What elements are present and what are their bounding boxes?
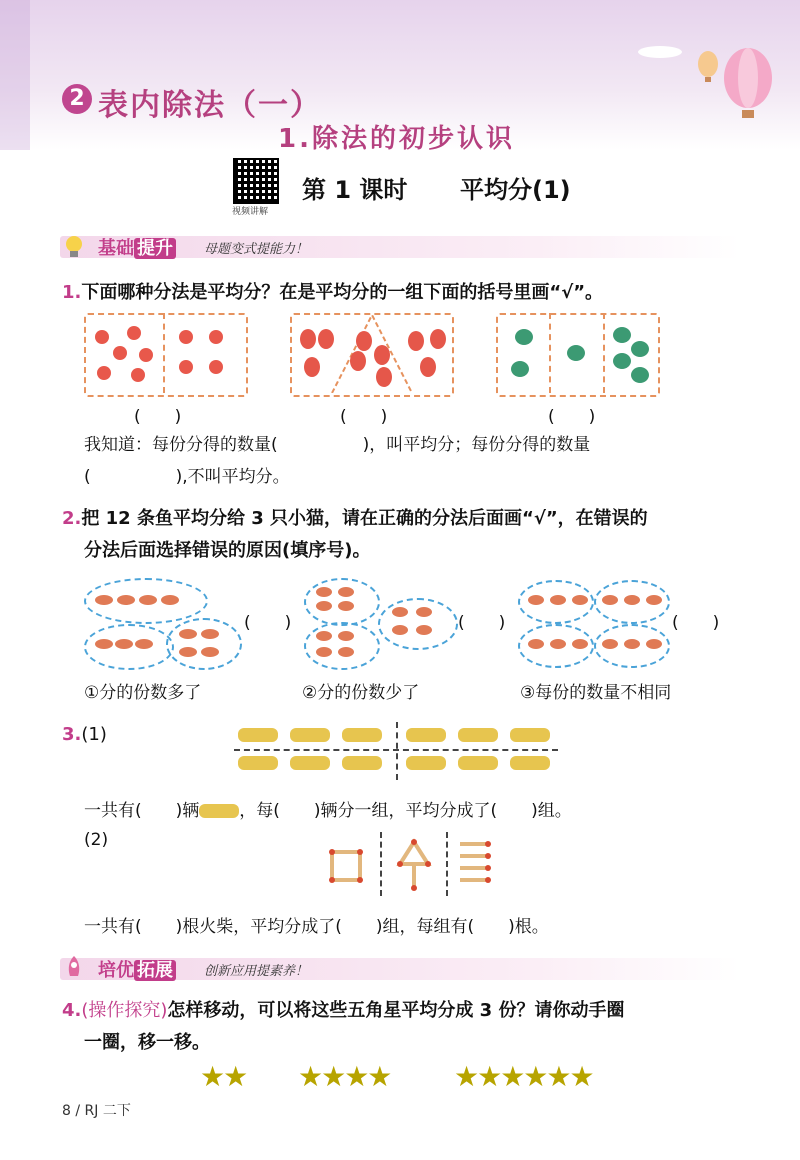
qr-caption: 视频讲解 — [232, 207, 269, 217]
q2-reason-1: ①分的份数多了 — [84, 683, 202, 703]
q3-part1: (1) — [81, 724, 107, 745]
q2-reason-3: ③每份的数量不相同 — [520, 683, 672, 703]
qr-code-icon[interactable] — [233, 158, 279, 204]
star-group-2: ★★★★ — [298, 1060, 391, 1093]
q2-reason-2: ②分的份数少了 — [302, 683, 420, 703]
q1-answer-3[interactable]: ( ) — [548, 407, 596, 427]
matchstick-icon — [320, 830, 500, 898]
lesson-number: 第 1 课时 — [302, 176, 408, 204]
advanced-section-label — [98, 956, 176, 982]
q3-line1-b: ，每( )辆分一组，平均分成了( )组。 — [239, 801, 572, 821]
car-icon — [234, 722, 564, 780]
lesson-topic: 平均分(1) — [460, 176, 571, 204]
chapter-number: 2 — [62, 84, 92, 114]
q3-part2: (2) — [84, 830, 109, 850]
q1-know-line1: 我知道：每份分得的数量( )，叫平均分；每份分得的数量 — [84, 435, 591, 455]
basic-label-a: 基础 — [98, 238, 134, 259]
strawberry-icon — [292, 315, 450, 393]
q3-heading — [62, 722, 107, 748]
lightbulb-icon — [64, 234, 84, 260]
q2-answer-1[interactable]: ( ) — [244, 613, 292, 633]
q2-number: 2. — [62, 508, 82, 529]
rocket-icon — [64, 954, 84, 982]
q3-number: 3. — [62, 724, 82, 745]
q4-number: 4. — [62, 1000, 82, 1021]
q1-prompt: 下面哪种分法是平均分？在是平均分的一组下面的括号里画“√”。 — [81, 282, 604, 303]
q2-prompt-2: 分法后面选择错误的原因(填序号)。 — [84, 540, 371, 561]
q2-prompt-1: 把 12 条鱼平均分给 3 只小猫，请在正确的分法后面画“√”，在错误的 — [81, 508, 648, 529]
q2-answer-2[interactable]: ( ) — [458, 613, 506, 633]
basic-section-label — [98, 234, 176, 260]
fish-icon — [84, 578, 684, 668]
q3-line1 — [84, 796, 572, 821]
basic-label-b: 提升 — [134, 238, 176, 259]
q2-text — [62, 506, 752, 532]
advanced-section-note: 创新应用提素养！ — [204, 964, 309, 979]
q4-prompt-1: 怎样移动，可以将这些五角星平均分成 3 份？请你动手圈 — [167, 1000, 625, 1021]
q1-answer-2[interactable]: ( ) — [340, 407, 388, 427]
q1-number: 1. — [62, 282, 82, 303]
melon-icon — [498, 315, 656, 393]
q3-line2: 一共有( )根火柴，平均分成了( )组，每组有( )根。 — [84, 917, 549, 937]
car-icon — [199, 804, 239, 818]
q4-prompt-2: 一圈，移一移。 — [84, 1032, 210, 1053]
page-footer: 8 / RJ 二下 — [62, 1103, 131, 1119]
advanced-label-a: 培优 — [98, 960, 134, 981]
q1-answer-1[interactable]: ( ) — [134, 407, 182, 427]
chapter-title: 表内除法（一） — [98, 88, 322, 123]
section-title: 1.除法的初步认识 — [278, 124, 515, 154]
q4-tag: (操作探究) — [81, 1000, 168, 1021]
star-group-3: ★★★★★★ — [454, 1060, 593, 1093]
balloon-icon — [630, 40, 790, 120]
q4-text — [62, 998, 752, 1024]
q3-line1-a: 一共有( )辆 — [84, 801, 200, 821]
apple-icon — [86, 315, 244, 393]
q1-know-line2: ( ),不叫平均分。 — [84, 467, 290, 487]
basic-section-note: 母题变式提能力！ — [204, 242, 309, 257]
star-group-1: ★★ — [200, 1060, 247, 1093]
q2-answer-3[interactable]: ( ) — [672, 613, 720, 633]
advanced-label-b: 拓展 — [134, 960, 176, 981]
q1-text — [62, 280, 742, 306]
